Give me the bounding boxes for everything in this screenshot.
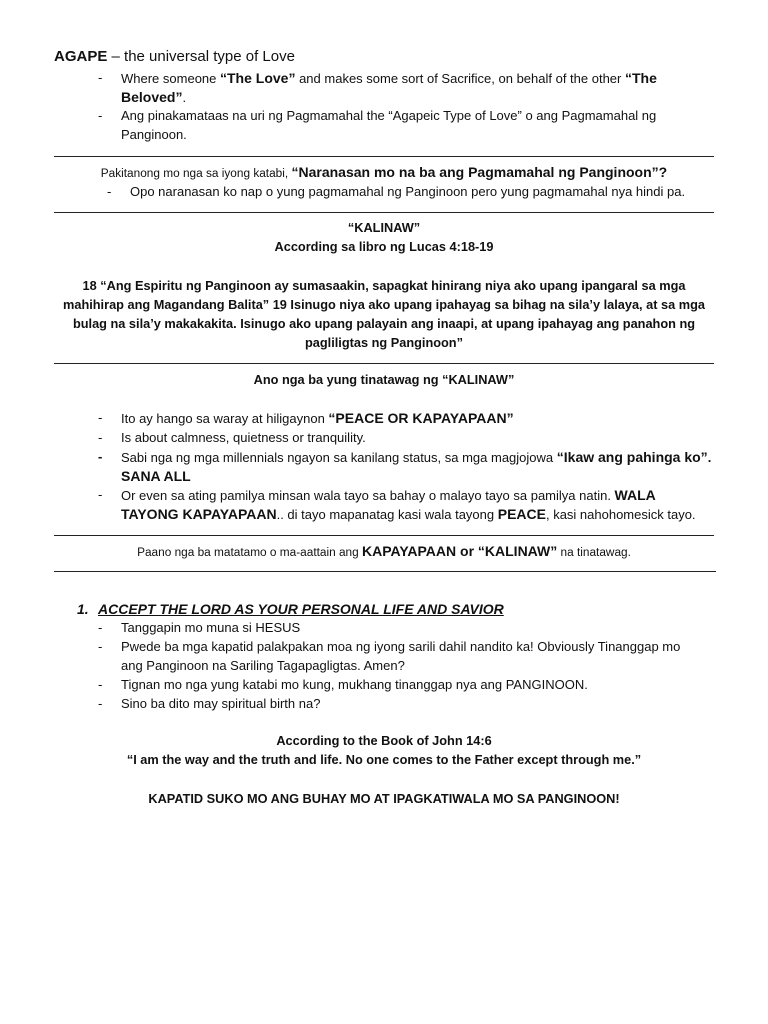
verse-line-4: pagliligtas ng Panginoon” xyxy=(305,335,463,350)
what-bullet-4-cont: TAYONG KAPAYAPAAN.. di tayo mapanatag kasi wala tayong PEACE, kasi nahohomesick tayo. xyxy=(121,506,696,522)
agape-bullet-2: Ang pinakamataas na uri ng Pagmamahal the “Agapeic Type of Love” o ang Pagmamahal ng xyxy=(121,108,657,123)
what-bullet-2: Is about calmness, quietness or tranquility. xyxy=(121,430,366,445)
agape-bullet-1-cont: Beloved”. xyxy=(121,89,187,105)
step-1-bullet-1: Tanggapin mo muna si HESUS xyxy=(121,620,301,635)
question-1-answer: Opo naranasan ko nap o yung pagmamahal ng Panginoon pero yung pagmamahal nya hindi pa. xyxy=(130,184,686,199)
john-quote: “I am the way and the truth and life. No one comes to the Father except through me.” xyxy=(126,752,642,767)
verse-line-1: 18 “Ang Espiritu ng Panginoon ay sumasaakin, sapagkat hinirang niya ako upang ipangaral sa mga xyxy=(82,278,686,293)
agape-title: AGAPE xyxy=(54,48,108,65)
bullet-dash: - xyxy=(98,487,103,502)
bullet-dash: - xyxy=(98,639,103,654)
verse-line-2: mahihirap ang Magandang Balita” 19 Isinugo niya ako upang ipahayag sa bihag na sila’y lalaya, at sa mga xyxy=(63,297,705,312)
question-1: Pakitanong mo nga sa iyong katabi, “Naranasan mo na ba ang Pagmamahal ng Panginoon”? xyxy=(100,164,668,180)
what-is-kalinaw-title: Ano nga ba yung tinatawag ng “KALINAW” xyxy=(253,372,515,387)
how-question: Paano nga ba matatamo o ma-aattain ang KAPAYAPAAN or “KALINAW” na tinatawag. xyxy=(137,543,631,559)
bullet-dash: - xyxy=(98,410,103,425)
kalinaw-reference: According sa libro ng Lucas 4:18-19 xyxy=(274,239,494,254)
verse-line-3: bulag na sila’y makakakita. Isinugo ako upang palayain ang inaapi, at upang ipahayag ang panahon ng xyxy=(72,316,696,331)
step-1-bullet-3: Tignan mo nga yung katabi mo kung, mukhang tinanggap nya ang PANGINOON. xyxy=(121,677,588,692)
what-bullet-3: Sabi nga ng mga millennials ngayon sa kanilang status, sa mga magjojowa “Ikaw ang pahinga ko”. xyxy=(121,449,712,465)
agape-bullet-1: Where someone “The Love” and makes some sort of Sacrifice, on behalf of the other “The xyxy=(121,70,657,86)
kalinaw-title: “KALINAW” xyxy=(347,220,421,235)
step-1-bullet-4: Sino ba dito may spiritual birth na? xyxy=(121,696,321,711)
step-1-bullet-2-cont: ang Panginoon na Sariling Tagapagligtas. Amen? xyxy=(121,658,405,673)
what-bullet-1: Ito ay hango sa waray at hiligaynon “PEACE OR KAPAYAPAAN” xyxy=(121,410,514,426)
what-bullet-3-cont: SANA ALL xyxy=(121,468,191,484)
agape-bullet-2-cont: Panginoon. xyxy=(121,127,187,142)
step-1-title: ACCEPT THE LORD AS YOUR PERSONAL LIFE AND SAVIOR xyxy=(98,601,504,617)
divider xyxy=(54,535,714,536)
bullet-dash: - xyxy=(98,677,103,692)
john-reference: According to the Book of John 14:6 xyxy=(276,733,492,748)
closing-statement: KAPATID SUKO MO ANG BUHAY MO AT IPAGKATIWALA MO SA PANGINOON! xyxy=(148,791,620,806)
step-1-number: 1. xyxy=(77,601,89,617)
bullet-dash: - xyxy=(98,430,103,445)
bullet-dash: - xyxy=(98,620,103,635)
divider xyxy=(54,212,714,213)
bullet-dash: - xyxy=(98,696,103,711)
bullet-dash: - xyxy=(107,184,112,199)
agape-subtitle: – the universal type of Love xyxy=(107,48,295,65)
bullet-dash: - xyxy=(98,70,103,85)
divider xyxy=(54,156,714,157)
bullet-dash: - xyxy=(98,108,103,123)
bullet-dash: - xyxy=(98,449,103,464)
step-1-bullet-2: Pwede ba mga kapatid palakpakan moa ng iyong sarili dahil nandito ka! Obviously Tinanggap mo xyxy=(121,639,681,654)
divider xyxy=(54,363,714,364)
agape-heading xyxy=(54,48,295,66)
what-bullet-4: Or even sa ating pamilya minsan wala tayo sa bahay o malayo tayo sa pamilya natin. WALA xyxy=(121,487,656,503)
divider xyxy=(54,571,716,572)
